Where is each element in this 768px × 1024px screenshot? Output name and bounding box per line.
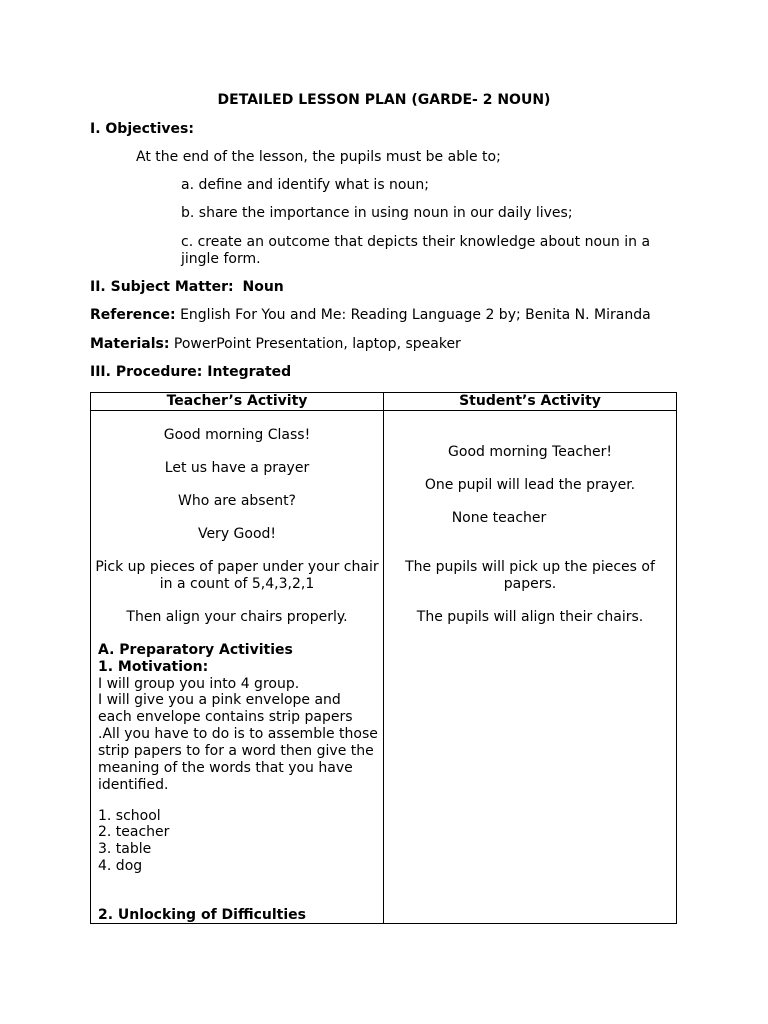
teacher-pick-up: Pick up pieces of paper under your chair in a count of 5,4,3,2,1 xyxy=(95,559,379,592)
header-divider xyxy=(91,410,676,411)
reference xyxy=(90,307,651,324)
word-list-item: 1. school xyxy=(98,808,161,824)
student-prayer: One pupil will lead the prayer. xyxy=(424,477,636,493)
preparatory-activities-heading: A. Preparatory Activities xyxy=(98,642,293,658)
student-greeting: Good morning Teacher! xyxy=(448,444,612,460)
student-pick-up: The pupils will pick up the pieces of papers. xyxy=(405,559,655,592)
teacher-activity-header: Teacher’s Activity xyxy=(166,393,308,409)
subject-matter xyxy=(90,279,284,296)
column-divider xyxy=(383,393,384,923)
student-align: The pupils will align their chairs. xyxy=(416,609,644,625)
objectives-heading: I. Objectives: xyxy=(90,121,194,137)
student-activity-header: Student’s Activity xyxy=(459,393,601,409)
motivation-instructions: I will give you a pink envelope and each envelope contains strip papers .All you have to do is to assemble those strip papers to for a word then give the meaning of the words that you have identified. xyxy=(98,692,378,793)
activity-table xyxy=(90,392,677,924)
materials xyxy=(90,336,461,353)
word-list-item: 3. table xyxy=(98,841,152,857)
objectives-intro: At the end of the lesson, the pupils must be able to; xyxy=(136,149,501,165)
unlocking-difficulties-heading: 2. Unlocking of Difficulties xyxy=(98,907,306,923)
subject-matter-label: II. Subject Matter: xyxy=(90,279,234,295)
objective-item: b. share the importance in using noun in our daily lives; xyxy=(181,205,573,221)
objective-item: a. define and identify what is noun; xyxy=(181,177,429,193)
motivation-heading: 1. Motivation: xyxy=(98,659,209,675)
procedure-heading: III. Procedure: Integrated xyxy=(90,364,292,380)
teacher-align: Then align your chairs properly. xyxy=(126,609,348,625)
teacher-absent: Who are absent? xyxy=(178,493,296,509)
document-title: DETAILED LESSON PLAN (GARDE- 2 NOUN) xyxy=(217,92,551,108)
reference-label: Reference: xyxy=(90,307,176,323)
teacher-greeting: Good morning Class! xyxy=(163,427,311,443)
materials-label: Materials: xyxy=(90,336,170,352)
teacher-prayer: Let us have a prayer xyxy=(164,460,310,476)
subject-matter-value: Noun xyxy=(242,279,284,295)
objective-item: c. create an outcome that depicts their knowledge about noun in a jingle form. xyxy=(181,234,651,267)
word-list-item: 4. dog xyxy=(98,858,143,874)
materials-value: PowerPoint Presentation, laptop, speaker xyxy=(173,336,461,352)
student-absent: None teacher xyxy=(451,510,547,526)
motivation-text: I will group you into 4 group. xyxy=(98,676,300,692)
reference-value: English For You and Me: Reading Language 2 by; Benita N. Miranda xyxy=(180,307,651,323)
word-list-item: 2. teacher xyxy=(98,824,170,840)
teacher-very-good: Very Good! xyxy=(197,526,277,542)
